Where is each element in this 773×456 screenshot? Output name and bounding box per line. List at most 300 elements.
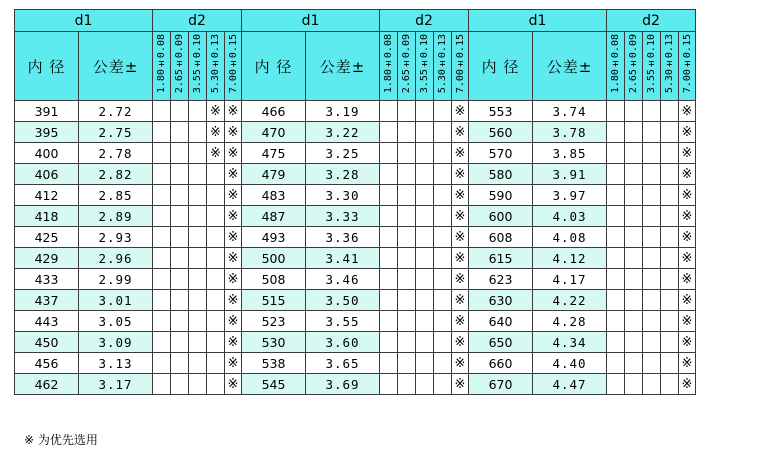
d2-size-header bbox=[171, 32, 189, 101]
d2-mark-cell bbox=[661, 143, 679, 164]
tolerance-cell: 3.74 bbox=[533, 101, 607, 122]
tolerance-cell: 3.33 bbox=[306, 206, 380, 227]
inner-diameter-cell: 493 bbox=[242, 227, 306, 248]
d2-mark-cell bbox=[607, 227, 625, 248]
d2-mark-cell bbox=[171, 269, 189, 290]
inner-diameter-cell: 412 bbox=[15, 185, 79, 206]
d2-mark-cell bbox=[434, 164, 452, 185]
d2-mark-cell bbox=[416, 311, 434, 332]
inner-diameter-cell: 487 bbox=[242, 206, 306, 227]
inner-diameter-cell: 479 bbox=[242, 164, 306, 185]
table-row bbox=[15, 185, 696, 206]
d2-mark-cell bbox=[625, 101, 643, 122]
preferred-mark: ※ bbox=[227, 166, 239, 182]
preferred-mark: ※ bbox=[227, 103, 239, 119]
d2-mark-cell bbox=[380, 248, 398, 269]
preferred-mark: ※ bbox=[227, 208, 239, 224]
d2-mark-cell bbox=[380, 143, 398, 164]
inner-diameter-cell: 470 bbox=[242, 122, 306, 143]
d2-mark-cell bbox=[625, 269, 643, 290]
preferred-mark: ※ bbox=[454, 103, 466, 119]
d2-mark-cell bbox=[225, 248, 242, 269]
d2-mark-cell bbox=[452, 311, 469, 332]
inner-diameter-cell: 523 bbox=[242, 311, 306, 332]
preferred-mark: ※ bbox=[454, 355, 466, 371]
d2-mark-cell bbox=[452, 374, 469, 395]
d2-mark-cell bbox=[679, 143, 696, 164]
d2-mark-cell bbox=[189, 101, 207, 122]
d2-mark-cell bbox=[661, 311, 679, 332]
d2-mark-cell bbox=[153, 269, 171, 290]
d2-mark-cell bbox=[153, 164, 171, 185]
d2-mark-cell bbox=[398, 374, 416, 395]
inner-diameter-cell: 515 bbox=[242, 290, 306, 311]
d2-size-header bbox=[398, 32, 416, 101]
d2-mark-cell bbox=[380, 290, 398, 311]
d2-mark-cell bbox=[207, 374, 225, 395]
d2-mark-cell bbox=[153, 248, 171, 269]
d2-mark-cell bbox=[607, 164, 625, 185]
inner-diameter-cell: 590 bbox=[469, 185, 533, 206]
inner-diameter-cell: 660 bbox=[469, 353, 533, 374]
d2-size-header bbox=[434, 32, 452, 101]
inner-diameter-cell: 429 bbox=[15, 248, 79, 269]
d2-mark-cell bbox=[607, 374, 625, 395]
d2-mark-cell bbox=[153, 122, 171, 143]
inner-diameter-cell: 456 bbox=[15, 353, 79, 374]
tolerance-cell: 3.69 bbox=[306, 374, 380, 395]
d2-size-label: 1.80±0.08 bbox=[156, 34, 167, 94]
tolerance-cell: 2.96 bbox=[79, 248, 153, 269]
d2-mark-cell bbox=[380, 122, 398, 143]
d2-mark-cell bbox=[607, 290, 625, 311]
d2-mark-cell bbox=[153, 101, 171, 122]
d2-mark-cell bbox=[153, 311, 171, 332]
preferred-mark: ※ bbox=[227, 271, 239, 287]
header-row-1 bbox=[15, 10, 696, 32]
d2-mark-cell bbox=[189, 248, 207, 269]
d2-mark-cell bbox=[380, 353, 398, 374]
d2-mark-cell bbox=[225, 374, 242, 395]
d2-mark-cell bbox=[434, 332, 452, 353]
preferred-mark: ※ bbox=[681, 208, 693, 224]
preferred-mark: ※ bbox=[681, 187, 693, 203]
tolerance-cell: 2.85 bbox=[79, 185, 153, 206]
d2-mark-cell bbox=[661, 269, 679, 290]
tolerance-cell: 3.01 bbox=[79, 290, 153, 311]
inner-diameter-header: 内 径 bbox=[15, 32, 79, 101]
d2-mark-cell bbox=[225, 332, 242, 353]
d2-mark-cell bbox=[225, 311, 242, 332]
d2-mark-cell bbox=[171, 290, 189, 311]
d2-mark-cell bbox=[679, 206, 696, 227]
inner-diameter-cell: 462 bbox=[15, 374, 79, 395]
d2-mark-cell bbox=[661, 164, 679, 185]
d2-mark-cell bbox=[380, 206, 398, 227]
preferred-mark: ※ bbox=[454, 166, 466, 182]
d2-mark-cell bbox=[452, 143, 469, 164]
tolerance-cell: 3.36 bbox=[306, 227, 380, 248]
d2-mark-cell bbox=[661, 101, 679, 122]
preferred-mark: ※ bbox=[681, 103, 693, 119]
d2-mark-cell bbox=[607, 353, 625, 374]
o-ring-size-table bbox=[14, 9, 696, 395]
preferred-mark: ※ bbox=[454, 187, 466, 203]
inner-diameter-cell: 425 bbox=[15, 227, 79, 248]
d2-mark-cell bbox=[452, 185, 469, 206]
preferred-mark: ※ bbox=[227, 355, 239, 371]
table-row bbox=[15, 290, 696, 311]
d2-mark-cell bbox=[225, 101, 242, 122]
d2-mark-cell bbox=[434, 248, 452, 269]
tolerance-cell: 3.30 bbox=[306, 185, 380, 206]
d2-mark-cell bbox=[434, 290, 452, 311]
inner-diameter-cell: 433 bbox=[15, 269, 79, 290]
d2-mark-cell bbox=[189, 143, 207, 164]
d2-mark-cell bbox=[452, 101, 469, 122]
preferred-mark: ※ bbox=[681, 313, 693, 329]
tolerance-cell: 4.08 bbox=[533, 227, 607, 248]
d1-header: d1 bbox=[15, 10, 153, 32]
preferred-mark: ※ bbox=[227, 313, 239, 329]
tolerance-cell: 3.28 bbox=[306, 164, 380, 185]
tolerance-cell: 3.13 bbox=[79, 353, 153, 374]
d2-size-label: 3.55±0.10 bbox=[419, 34, 430, 94]
d2-size-header bbox=[189, 32, 207, 101]
inner-diameter-cell: 580 bbox=[469, 164, 533, 185]
d2-mark-cell bbox=[153, 227, 171, 248]
d2-mark-cell bbox=[661, 248, 679, 269]
d2-mark-cell bbox=[398, 206, 416, 227]
d2-mark-cell bbox=[207, 290, 225, 311]
d2-mark-cell bbox=[189, 185, 207, 206]
d2-mark-cell bbox=[679, 290, 696, 311]
d2-mark-cell bbox=[207, 143, 225, 164]
preferred-mark: ※ bbox=[454, 124, 466, 140]
d2-size-label: 7.00±0.15 bbox=[681, 34, 693, 94]
d2-mark-cell bbox=[380, 101, 398, 122]
inner-diameter-cell: 553 bbox=[469, 101, 533, 122]
preferred-mark: ※ bbox=[454, 313, 466, 329]
d2-mark-cell bbox=[679, 374, 696, 395]
d2-mark-cell bbox=[416, 353, 434, 374]
d2-mark-cell bbox=[607, 269, 625, 290]
d2-mark-cell bbox=[225, 122, 242, 143]
d2-mark-cell bbox=[434, 353, 452, 374]
d2-mark-cell bbox=[607, 101, 625, 122]
d2-size-label: 1.80±0.08 bbox=[383, 34, 394, 94]
d2-mark-cell bbox=[434, 374, 452, 395]
d2-mark-cell bbox=[225, 206, 242, 227]
d2-mark-cell bbox=[207, 332, 225, 353]
d1-header: d1 bbox=[242, 10, 380, 32]
table-header bbox=[15, 10, 696, 101]
d2-mark-cell bbox=[171, 122, 189, 143]
d2-mark-cell bbox=[189, 164, 207, 185]
preferred-mark: ※ bbox=[681, 145, 693, 161]
d2-mark-cell bbox=[416, 332, 434, 353]
d2-mark-cell bbox=[207, 248, 225, 269]
d2-mark-cell bbox=[153, 290, 171, 311]
d2-mark-cell bbox=[207, 164, 225, 185]
preferred-mark: ※ bbox=[681, 376, 693, 392]
inner-diameter-cell: 450 bbox=[15, 332, 79, 353]
d2-mark-cell bbox=[225, 290, 242, 311]
preferred-mark: ※ bbox=[681, 250, 693, 266]
tolerance-cell: 3.05 bbox=[79, 311, 153, 332]
d2-mark-cell bbox=[625, 311, 643, 332]
inner-diameter-cell: 545 bbox=[242, 374, 306, 395]
inner-diameter-cell: 608 bbox=[469, 227, 533, 248]
d2-mark-cell bbox=[643, 206, 661, 227]
inner-diameter-cell: 560 bbox=[469, 122, 533, 143]
tolerance-cell: 4.40 bbox=[533, 353, 607, 374]
d2-mark-cell bbox=[434, 101, 452, 122]
preferred-mark: ※ bbox=[227, 292, 239, 308]
d2-mark-cell bbox=[398, 143, 416, 164]
d2-mark-cell bbox=[398, 269, 416, 290]
d2-mark-cell bbox=[434, 122, 452, 143]
d2-mark-cell bbox=[171, 143, 189, 164]
tolerance-cell: 3.91 bbox=[533, 164, 607, 185]
d2-size-label: 7.00±0.15 bbox=[454, 34, 466, 94]
d2-mark-cell bbox=[398, 311, 416, 332]
d2-mark-cell bbox=[398, 185, 416, 206]
d2-mark-cell bbox=[661, 290, 679, 311]
inner-diameter-cell: 395 bbox=[15, 122, 79, 143]
d2-mark-cell bbox=[416, 206, 434, 227]
d2-mark-cell bbox=[171, 227, 189, 248]
tolerance-cell: 4.12 bbox=[533, 248, 607, 269]
d2-size-header bbox=[643, 32, 661, 101]
d2-mark-cell bbox=[416, 122, 434, 143]
d2-mark-cell bbox=[452, 269, 469, 290]
d2-mark-cell bbox=[153, 185, 171, 206]
d2-mark-cell bbox=[625, 185, 643, 206]
d2-mark-cell bbox=[207, 353, 225, 374]
d2-mark-cell bbox=[189, 311, 207, 332]
tolerance-header: 公差± bbox=[533, 32, 607, 101]
d2-mark-cell bbox=[679, 122, 696, 143]
d2-mark-cell bbox=[416, 143, 434, 164]
d2-mark-cell bbox=[189, 290, 207, 311]
d2-mark-cell bbox=[416, 185, 434, 206]
preferred-mark: ※ bbox=[227, 145, 239, 161]
d2-mark-cell bbox=[189, 374, 207, 395]
d2-size-header bbox=[452, 32, 469, 101]
d2-mark-cell bbox=[661, 374, 679, 395]
tolerance-cell: 3.65 bbox=[306, 353, 380, 374]
inner-diameter-header: 内 径 bbox=[242, 32, 306, 101]
tolerance-cell: 3.97 bbox=[533, 185, 607, 206]
preferred-mark: ※ bbox=[210, 145, 221, 161]
d2-mark-cell bbox=[189, 269, 207, 290]
tolerance-cell: 3.50 bbox=[306, 290, 380, 311]
table-row bbox=[15, 143, 696, 164]
d2-mark-cell bbox=[679, 332, 696, 353]
d2-mark-cell bbox=[643, 311, 661, 332]
tolerance-cell: 2.99 bbox=[79, 269, 153, 290]
d2-mark-cell bbox=[643, 227, 661, 248]
d2-mark-cell bbox=[171, 311, 189, 332]
d2-mark-cell bbox=[189, 227, 207, 248]
d2-mark-cell bbox=[189, 122, 207, 143]
d2-mark-cell bbox=[398, 332, 416, 353]
inner-diameter-cell: 615 bbox=[469, 248, 533, 269]
preferred-mark: ※ bbox=[681, 355, 693, 371]
d2-size-label: 3.55±0.10 bbox=[192, 34, 203, 94]
inner-diameter-cell: 650 bbox=[469, 332, 533, 353]
tolerance-cell: 2.78 bbox=[79, 143, 153, 164]
d2-size-label: 3.55±0.10 bbox=[646, 34, 657, 94]
preferred-mark: ※ bbox=[227, 334, 239, 350]
tolerance-cell: 3.85 bbox=[533, 143, 607, 164]
d2-mark-cell bbox=[661, 332, 679, 353]
tolerance-cell: 2.93 bbox=[79, 227, 153, 248]
d2-size-header bbox=[153, 32, 171, 101]
d2-mark-cell bbox=[643, 164, 661, 185]
d2-mark-cell bbox=[380, 164, 398, 185]
d2-mark-cell bbox=[643, 101, 661, 122]
d2-mark-cell bbox=[153, 353, 171, 374]
tolerance-header: 公差± bbox=[79, 32, 153, 101]
d2-mark-cell bbox=[398, 353, 416, 374]
d2-size-label: 7.00±0.15 bbox=[227, 34, 239, 94]
d2-size-header bbox=[225, 32, 242, 101]
d2-mark-cell bbox=[398, 122, 416, 143]
d2-mark-cell bbox=[171, 248, 189, 269]
tolerance-cell: 4.34 bbox=[533, 332, 607, 353]
d2-mark-cell bbox=[452, 290, 469, 311]
d2-mark-cell bbox=[207, 269, 225, 290]
d2-header: d2 bbox=[153, 10, 242, 32]
d2-size-header bbox=[380, 32, 398, 101]
inner-diameter-cell: 600 bbox=[469, 206, 533, 227]
inner-diameter-cell: 538 bbox=[242, 353, 306, 374]
d2-mark-cell bbox=[416, 248, 434, 269]
d2-mark-cell bbox=[171, 332, 189, 353]
d2-size-header bbox=[679, 32, 696, 101]
d2-mark-cell bbox=[607, 143, 625, 164]
inner-diameter-cell: 640 bbox=[469, 311, 533, 332]
d2-mark-cell bbox=[679, 227, 696, 248]
d2-mark-cell bbox=[153, 332, 171, 353]
d2-mark-cell bbox=[679, 353, 696, 374]
d2-size-label: 5.30±0.13 bbox=[210, 34, 221, 94]
preferred-mark: ※ bbox=[681, 166, 693, 182]
d2-mark-cell bbox=[416, 290, 434, 311]
d2-mark-cell bbox=[661, 353, 679, 374]
d2-mark-cell bbox=[416, 269, 434, 290]
d2-mark-cell bbox=[189, 353, 207, 374]
inner-diameter-cell: 670 bbox=[469, 374, 533, 395]
footnote: ※ 为优先选用 bbox=[24, 433, 98, 447]
preferred-mark: ※ bbox=[681, 229, 693, 245]
d2-mark-cell bbox=[225, 185, 242, 206]
d2-size-header bbox=[661, 32, 679, 101]
inner-diameter-cell: 437 bbox=[15, 290, 79, 311]
d2-mark-cell bbox=[434, 143, 452, 164]
d2-mark-cell bbox=[398, 248, 416, 269]
d2-size-header bbox=[625, 32, 643, 101]
d1-header: d1 bbox=[469, 10, 607, 32]
inner-diameter-header: 内 径 bbox=[469, 32, 533, 101]
preferred-mark: ※ bbox=[454, 292, 466, 308]
tolerance-cell: 2.72 bbox=[79, 101, 153, 122]
tolerance-cell: 3.60 bbox=[306, 332, 380, 353]
d2-mark-cell bbox=[452, 206, 469, 227]
preferred-mark: ※ bbox=[454, 376, 466, 392]
d2-mark-cell bbox=[153, 143, 171, 164]
d2-mark-cell bbox=[171, 353, 189, 374]
d2-mark-cell bbox=[434, 206, 452, 227]
tolerance-cell: 3.19 bbox=[306, 101, 380, 122]
d2-mark-cell bbox=[607, 248, 625, 269]
d2-mark-cell bbox=[643, 290, 661, 311]
preferred-mark: ※ bbox=[227, 187, 239, 203]
d2-mark-cell bbox=[416, 374, 434, 395]
d2-size-label: 2.65±0.09 bbox=[401, 34, 412, 94]
d2-size-header bbox=[607, 32, 625, 101]
tolerance-cell: 4.28 bbox=[533, 311, 607, 332]
tolerance-cell: 2.75 bbox=[79, 122, 153, 143]
inner-diameter-cell: 508 bbox=[242, 269, 306, 290]
d2-mark-cell bbox=[607, 332, 625, 353]
table-row bbox=[15, 206, 696, 227]
d2-mark-cell bbox=[643, 269, 661, 290]
d2-mark-cell bbox=[380, 227, 398, 248]
d2-mark-cell bbox=[434, 227, 452, 248]
d2-mark-cell bbox=[679, 101, 696, 122]
preferred-mark: ※ bbox=[454, 208, 466, 224]
preferred-mark: ※ bbox=[681, 124, 693, 140]
d2-size-header bbox=[416, 32, 434, 101]
d2-mark-cell bbox=[416, 101, 434, 122]
inner-diameter-cell: 406 bbox=[15, 164, 79, 185]
tolerance-cell: 3.78 bbox=[533, 122, 607, 143]
table-row bbox=[15, 164, 696, 185]
preferred-mark: ※ bbox=[210, 124, 221, 140]
d2-mark-cell bbox=[679, 164, 696, 185]
d2-mark-cell bbox=[171, 374, 189, 395]
table-row bbox=[15, 332, 696, 353]
table-row bbox=[15, 248, 696, 269]
tolerance-cell: 3.09 bbox=[79, 332, 153, 353]
d2-mark-cell bbox=[189, 206, 207, 227]
table-row bbox=[15, 374, 696, 395]
d2-size-header bbox=[207, 32, 225, 101]
d2-mark-cell bbox=[643, 374, 661, 395]
d2-mark-cell bbox=[207, 206, 225, 227]
d2-size-label: 5.30±0.13 bbox=[437, 34, 448, 94]
d2-mark-cell bbox=[625, 353, 643, 374]
d2-mark-cell bbox=[207, 185, 225, 206]
tolerance-cell: 4.17 bbox=[533, 269, 607, 290]
table-row bbox=[15, 353, 696, 374]
d2-mark-cell bbox=[625, 122, 643, 143]
d2-mark-cell bbox=[434, 311, 452, 332]
d2-mark-cell bbox=[607, 311, 625, 332]
header-row-2 bbox=[15, 32, 696, 101]
preferred-mark: ※ bbox=[227, 376, 239, 392]
d2-mark-cell bbox=[207, 227, 225, 248]
inner-diameter-cell: 623 bbox=[469, 269, 533, 290]
d2-mark-cell bbox=[452, 248, 469, 269]
d2-size-label: 2.65±0.09 bbox=[628, 34, 639, 94]
d2-mark-cell bbox=[189, 332, 207, 353]
tolerance-cell: 4.22 bbox=[533, 290, 607, 311]
d2-mark-cell bbox=[452, 227, 469, 248]
